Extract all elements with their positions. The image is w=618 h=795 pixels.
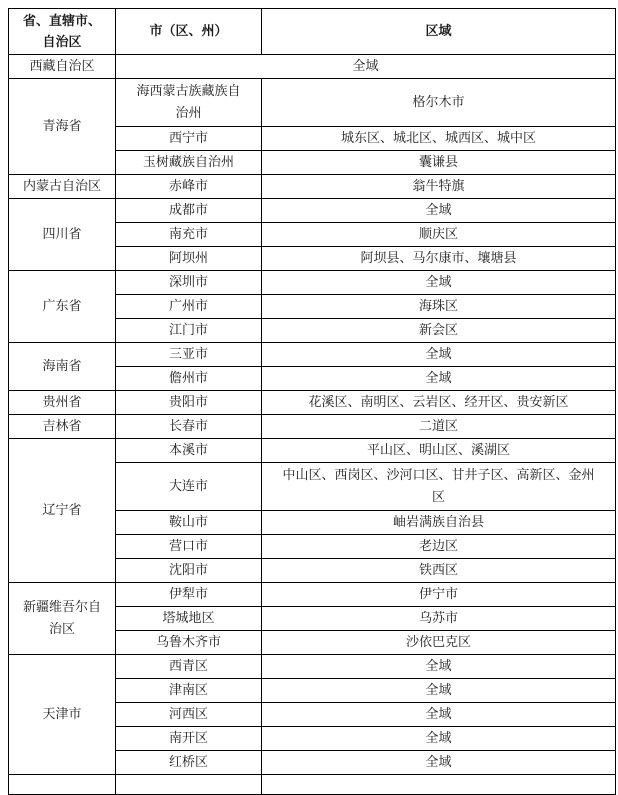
region-cell: 伊宁市 [262, 583, 616, 607]
region-cell: 海珠区 [262, 295, 616, 319]
city-cell: 南充市 [116, 223, 262, 247]
city-cell: 沈阳市 [116, 559, 262, 583]
province-cell: 青海省 [9, 79, 116, 175]
region-cell: 花溪区、南明区、云岩区、经开区、贵安新区 [262, 391, 616, 415]
city-cell: 营口市 [116, 535, 262, 559]
header-row [9, 9, 616, 55]
region-cell: 沙依巴克区 [262, 631, 616, 655]
region-cell: 平山区、明山区、溪湖区 [262, 439, 616, 463]
table-row [9, 271, 616, 295]
region-cell: 铁西区 [262, 559, 616, 583]
city-cell: 玉树藏族自治州 [116, 151, 262, 175]
header-city: 市（区、州） [116, 9, 262, 55]
region-cell: 格尔木市 [262, 79, 616, 127]
region-cell: 全域 [262, 655, 616, 679]
region-cell: 全域 [262, 727, 616, 751]
province-cell: 吉林省 [9, 415, 116, 439]
region-cell: 城东区、城北区、城西区、城中区 [262, 127, 616, 151]
province-cell: 贵州省 [9, 391, 116, 415]
region-cell: 中山区、西岗区、沙河口区、甘井子区、高新区、金州区 [262, 463, 616, 511]
province-cell: 天津市 [9, 655, 116, 775]
table-row [9, 79, 616, 127]
city-cell: 鞍山市 [116, 511, 262, 535]
table-row [9, 583, 616, 607]
city-cell: 西宁市 [116, 127, 262, 151]
region-cell: 全域 [262, 367, 616, 391]
city-cell: 三亚市 [116, 343, 262, 367]
province-cell: 西藏自治区 [9, 55, 116, 79]
table-row [9, 55, 616, 79]
province-cell: 海南省 [9, 343, 116, 391]
city-cell: 赤峰市 [116, 175, 262, 199]
city-cell: 河西区 [116, 703, 262, 727]
province-cell: 新疆维吾尔自治区 [9, 583, 116, 655]
city-cell: 红桥区 [116, 751, 262, 775]
region-table [8, 8, 616, 795]
table-body [9, 55, 616, 795]
region-cell: 新会区 [262, 319, 616, 343]
region-cell: 翁牛特旗 [262, 175, 616, 199]
region-cell: 岫岩满族自治县 [262, 511, 616, 535]
city-cell: 伊犁市 [116, 583, 262, 607]
table-row [9, 343, 616, 367]
city-cell: 南开区 [116, 727, 262, 751]
province-cell: 内蒙古自治区 [9, 175, 116, 199]
city-cell: 江门市 [116, 319, 262, 343]
province-cell: 辽宁省 [9, 439, 116, 583]
region-cell: 全域 [262, 751, 616, 775]
city-cell: 贵阳市 [116, 391, 262, 415]
city-cell: 成都市 [116, 199, 262, 223]
city-cell: 海西蒙古族藏族自治州 [116, 79, 262, 127]
city-cell: 塔城地区 [116, 607, 262, 631]
region-cell: 囊谦县 [262, 151, 616, 175]
table-row [9, 391, 616, 415]
table-row [9, 415, 616, 439]
table-row [9, 439, 616, 463]
city-cell: 大连市 [116, 463, 262, 511]
city-cell: 西青区 [116, 655, 262, 679]
header-province: 省、直辖市、自治区 [9, 9, 116, 55]
region-cell: 全域 [262, 343, 616, 367]
city-cell: 深圳市 [116, 271, 262, 295]
province-cell: 广东省 [9, 271, 116, 343]
table-row [9, 655, 616, 679]
table-row [9, 175, 616, 199]
region-cell: 老边区 [262, 535, 616, 559]
document-page [8, 8, 616, 795]
region-cell: 全域 [262, 679, 616, 703]
city-cell: 广州市 [116, 295, 262, 319]
city-cell: 本溪市 [116, 439, 262, 463]
region-cell: 二道区 [262, 415, 616, 439]
region-cell: 顺庆区 [262, 223, 616, 247]
region-cell: 乌苏市 [262, 607, 616, 631]
city-cell: 长春市 [116, 415, 262, 439]
city-cell: 阿坝州 [116, 247, 262, 271]
city-cell: 儋州市 [116, 367, 262, 391]
table-row [9, 199, 616, 223]
city-cell: 乌鲁木齐市 [116, 631, 262, 655]
header-region: 区域 [262, 9, 616, 55]
province-cell: 四川省 [9, 199, 116, 271]
region-cell: 阿坝县、马尔康市、壤塘县 [262, 247, 616, 271]
city-cell: 津南区 [116, 679, 262, 703]
region-cell-merged: 全域 [116, 55, 616, 79]
region-cell: 全域 [262, 271, 616, 295]
region-cell: 全域 [262, 199, 616, 223]
region-cell: 全域 [262, 703, 616, 727]
